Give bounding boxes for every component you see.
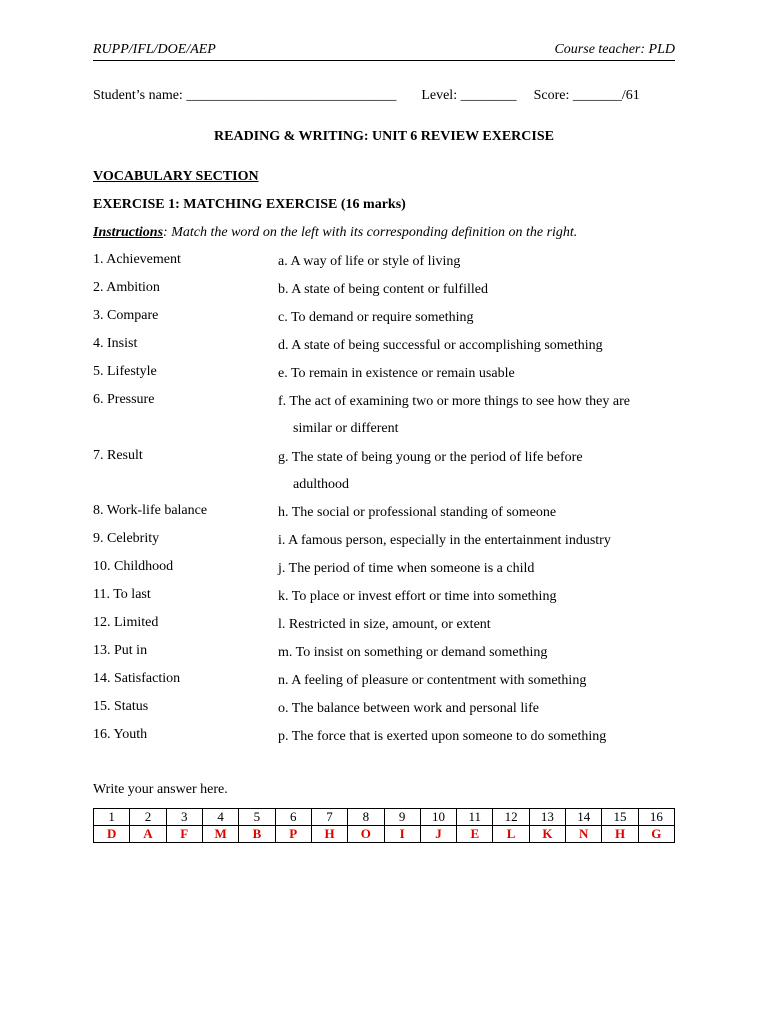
list-item [93, 308, 693, 328]
answer-number-cell: 1 [94, 809, 130, 826]
item-definition-text: e. To remain in existence or remain usable [278, 366, 515, 381]
student-name-field[interactable]: Student’s name: ______________________________ [93, 88, 397, 103]
item-word: 4. Insist [93, 336, 138, 351]
item-definition [278, 555, 678, 582]
item-word: 14. Satisfaction [93, 671, 181, 686]
item-definition [278, 723, 678, 750]
answer-letter-cell[interactable]: G [638, 826, 674, 843]
item-definition [278, 639, 678, 666]
item-definition-text: n. A feeling of pleasure or contentment with something [278, 673, 587, 688]
list-item [93, 252, 693, 272]
student-info-row [93, 88, 675, 104]
item-definition [278, 611, 678, 638]
item-definition-text: k. To place or invest effort or time into something [278, 589, 557, 604]
answer-letter-cell[interactable]: E [457, 826, 493, 843]
answer-letter-cell[interactable]: H [602, 826, 638, 843]
item-definition [278, 667, 678, 694]
answer-letter-cell[interactable]: D [94, 826, 130, 843]
level-field[interactable]: Level: ________ [421, 88, 517, 103]
answer-letter-cell[interactable]: N [566, 826, 602, 843]
list-item [93, 671, 693, 691]
item-word: 5. Lifestyle [93, 364, 157, 379]
answer-number-cell: 3 [166, 809, 202, 826]
item-definition [278, 388, 678, 442]
answer-letter-cell[interactable]: K [529, 826, 565, 843]
item-word: 1. Achievement [93, 252, 181, 267]
list-item [93, 531, 693, 551]
item-definition-text: c. To demand or require something [278, 310, 474, 325]
answer-letter-cell[interactable]: O [348, 826, 384, 843]
answer-letter-cell[interactable]: H [311, 826, 347, 843]
item-definition-text: g. The state of being young or the period of life before [278, 450, 583, 465]
item-definition [278, 276, 678, 303]
item-definition [278, 583, 678, 610]
answer-number-cell: 9 [384, 809, 420, 826]
answer-number-cell: 16 [638, 809, 674, 826]
answer-number-cell: 12 [493, 809, 529, 826]
answer-letter-cell[interactable]: J [420, 826, 456, 843]
section-title: VOCABULARY SECTION [93, 169, 259, 184]
list-item [93, 392, 693, 436]
item-word: 7. Result [93, 448, 143, 463]
item-definition-text: d. A state of being successful or accomplishing something [278, 338, 603, 353]
score-field[interactable]: Score: _______/61 [533, 88, 640, 103]
instructions [93, 225, 693, 241]
answer-number-cell: 7 [311, 809, 347, 826]
answer-number-cell: 15 [602, 809, 638, 826]
write-prompt: Write your answer here. [93, 782, 228, 797]
item-word: 10. Childhood [93, 559, 174, 574]
answer-table [93, 808, 675, 843]
page-header [93, 42, 675, 61]
list-item [93, 280, 693, 300]
item-word: 13. Put in [93, 643, 148, 658]
instructions-text: : Match the word on the left with its corresponding definition on the right. [163, 225, 578, 240]
list-item [93, 448, 693, 492]
item-word: 15. Status [93, 699, 149, 714]
page-title: READING & WRITING: UNIT 6 REVIEW EXERCISE [214, 129, 554, 144]
item-definition-text: b. A state of being content or fulfilled [278, 282, 488, 297]
answer-letter-cell[interactable]: M [202, 826, 238, 843]
item-definition [278, 248, 678, 275]
list-item [93, 727, 693, 747]
item-definition-text: l. Restricted in size, amount, or extent [278, 617, 491, 632]
item-word: 3. Compare [93, 308, 159, 323]
item-word: 2. Ambition [93, 280, 160, 295]
answer-letter-cell[interactable]: L [493, 826, 529, 843]
item-definition-continuation: adulthood [293, 477, 349, 492]
list-item [93, 364, 693, 384]
item-definition-text: m. To insist on something or demand something [278, 645, 548, 660]
list-item [93, 615, 693, 635]
answer-letter-cell[interactable]: I [384, 826, 420, 843]
item-definition-text: f. The act of examining two or more things to see how they are [278, 394, 630, 409]
answer-number-row [94, 809, 675, 826]
answer-number-cell: 8 [348, 809, 384, 826]
answer-number-cell: 11 [457, 809, 493, 826]
item-definition [278, 499, 678, 526]
list-item [93, 336, 693, 356]
answer-letter-row [94, 826, 675, 843]
item-definition-text: i. A famous person, especially in the entertainment industry [278, 533, 611, 548]
item-definition-continuation: similar or different [293, 421, 399, 436]
item-word: 16. Youth [93, 727, 148, 742]
answer-number-cell: 2 [130, 809, 166, 826]
answer-number-cell: 13 [529, 809, 565, 826]
list-item [93, 559, 693, 579]
item-definition [278, 444, 678, 498]
answer-letter-cell[interactable]: P [275, 826, 311, 843]
instructions-label: Instructions [93, 225, 164, 240]
item-definition [278, 360, 678, 387]
answer-number-cell: 6 [275, 809, 311, 826]
item-definition-text: a. A way of life or style of living [278, 254, 461, 269]
answer-number-cell: 10 [420, 809, 456, 826]
item-definition [278, 332, 678, 359]
answer-letter-cell[interactable]: B [239, 826, 275, 843]
item-definition [278, 527, 678, 554]
exercise-title: EXERCISE 1: MATCHING EXERCISE (16 marks) [93, 197, 406, 212]
item-definition [278, 304, 678, 331]
item-word: 12. Limited [93, 615, 159, 630]
list-item [93, 699, 693, 719]
list-item [93, 643, 693, 663]
list-item [93, 503, 693, 523]
list-item [93, 587, 693, 607]
answer-letter-cell[interactable]: A [130, 826, 166, 843]
item-word: 9. Celebrity [93, 531, 160, 546]
answer-number-cell: 5 [239, 809, 275, 826]
item-definition-text: j. The period of time when someone is a child [278, 561, 535, 576]
item-word: 6. Pressure [93, 392, 155, 407]
item-definition-text: o. The balance between work and personal life [278, 701, 539, 716]
header-teacher: Course teacher: PLD [554, 42, 675, 57]
answer-number-cell: 4 [202, 809, 238, 826]
header-course-code: RUPP/IFL/DOE/AEP [93, 42, 216, 57]
item-definition-text: h. The social or professional standing of someone [278, 505, 557, 520]
answer-letter-cell[interactable]: F [166, 826, 202, 843]
item-word: 11. To last [93, 587, 151, 602]
item-definition [278, 695, 678, 722]
item-definition-text: p. The force that is exerted upon someone to do something [278, 729, 607, 744]
item-word: 8. Work-life balance [93, 503, 208, 518]
answer-number-cell: 14 [566, 809, 602, 826]
